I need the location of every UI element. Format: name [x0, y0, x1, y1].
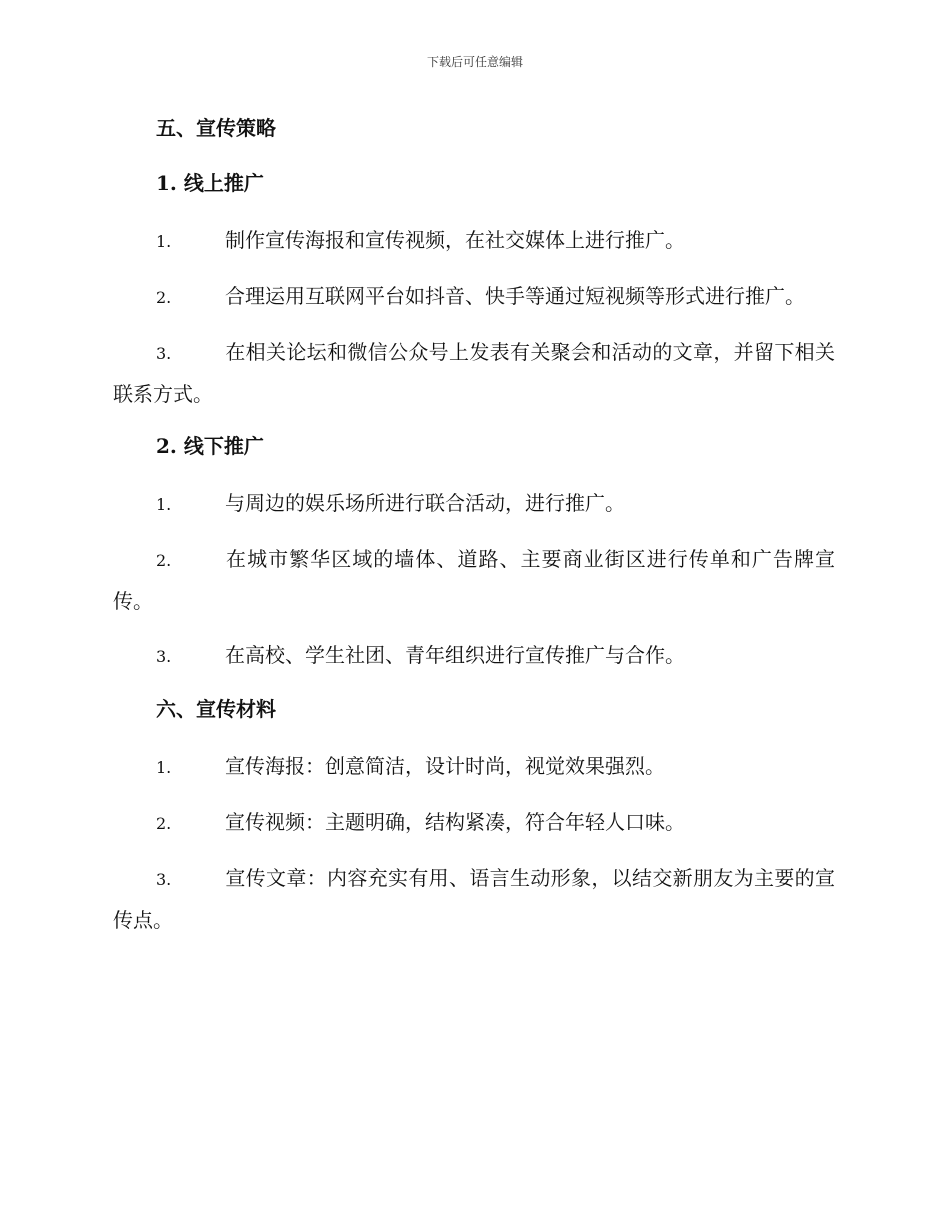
- list-number: 1.: [156, 232, 172, 251]
- section-heading-promotion-materials: 六、宣传材料: [156, 697, 276, 721]
- list-item: [113, 635, 835, 677]
- list-number: 3.: [156, 344, 172, 363]
- list-text: 合理运用互联网平台如抖音、快手等通过短视频等形式进行推广。: [225, 284, 805, 308]
- list-item: [113, 802, 835, 844]
- list-item: [113, 539, 835, 621]
- list-text: 宣传海报：创意简洁，设计时尚，视觉效果强烈。: [225, 754, 665, 778]
- document-body: [113, 110, 835, 954]
- list-item: [113, 332, 835, 414]
- list-number: 1.: [156, 495, 172, 514]
- section-heading-promotion-strategy: 五、宣传策略: [156, 116, 276, 140]
- list-item: [113, 858, 835, 940]
- subsection-heading-online: 1. 线上推广: [156, 171, 264, 195]
- page-header: 下载后可任意编辑: [426, 55, 523, 69]
- list-number: 2.: [156, 551, 172, 570]
- list-number: 2.: [156, 814, 172, 833]
- list-text: 在城市繁华区域的墙体、道路、主要商业街区进行传单和广告牌宣传。: [113, 547, 835, 613]
- list-number: 3.: [156, 870, 172, 889]
- list-text: 与周边的娱乐场所进行联合活动，进行推广。: [225, 491, 625, 515]
- list-number: 3.: [156, 647, 172, 666]
- list-text: 宣传文章：内容充实有用、语言生动形象，以结交新朋友为主要的宣传点。: [113, 866, 835, 932]
- list-item: [113, 220, 835, 262]
- list-text: 制作宣传海报和宣传视频，在社交媒体上进行推广。: [225, 228, 685, 252]
- list-number: 1.: [156, 758, 172, 777]
- list-item: [113, 483, 835, 525]
- list-number: 2.: [156, 288, 172, 307]
- subsection-heading-offline: 2. 线下推广: [156, 434, 264, 458]
- list-text: 在相关论坛和微信公众号上发表有关聚会和活动的文章，并留下相关联系方式。: [113, 340, 835, 406]
- list-text: 宣传视频：主题明确，结构紧凑，符合年轻人口味。: [225, 810, 685, 834]
- list-item: [113, 746, 835, 788]
- list-item: [113, 276, 835, 318]
- list-text: 在高校、学生社团、青年组织进行宣传推广与合作。: [225, 643, 685, 667]
